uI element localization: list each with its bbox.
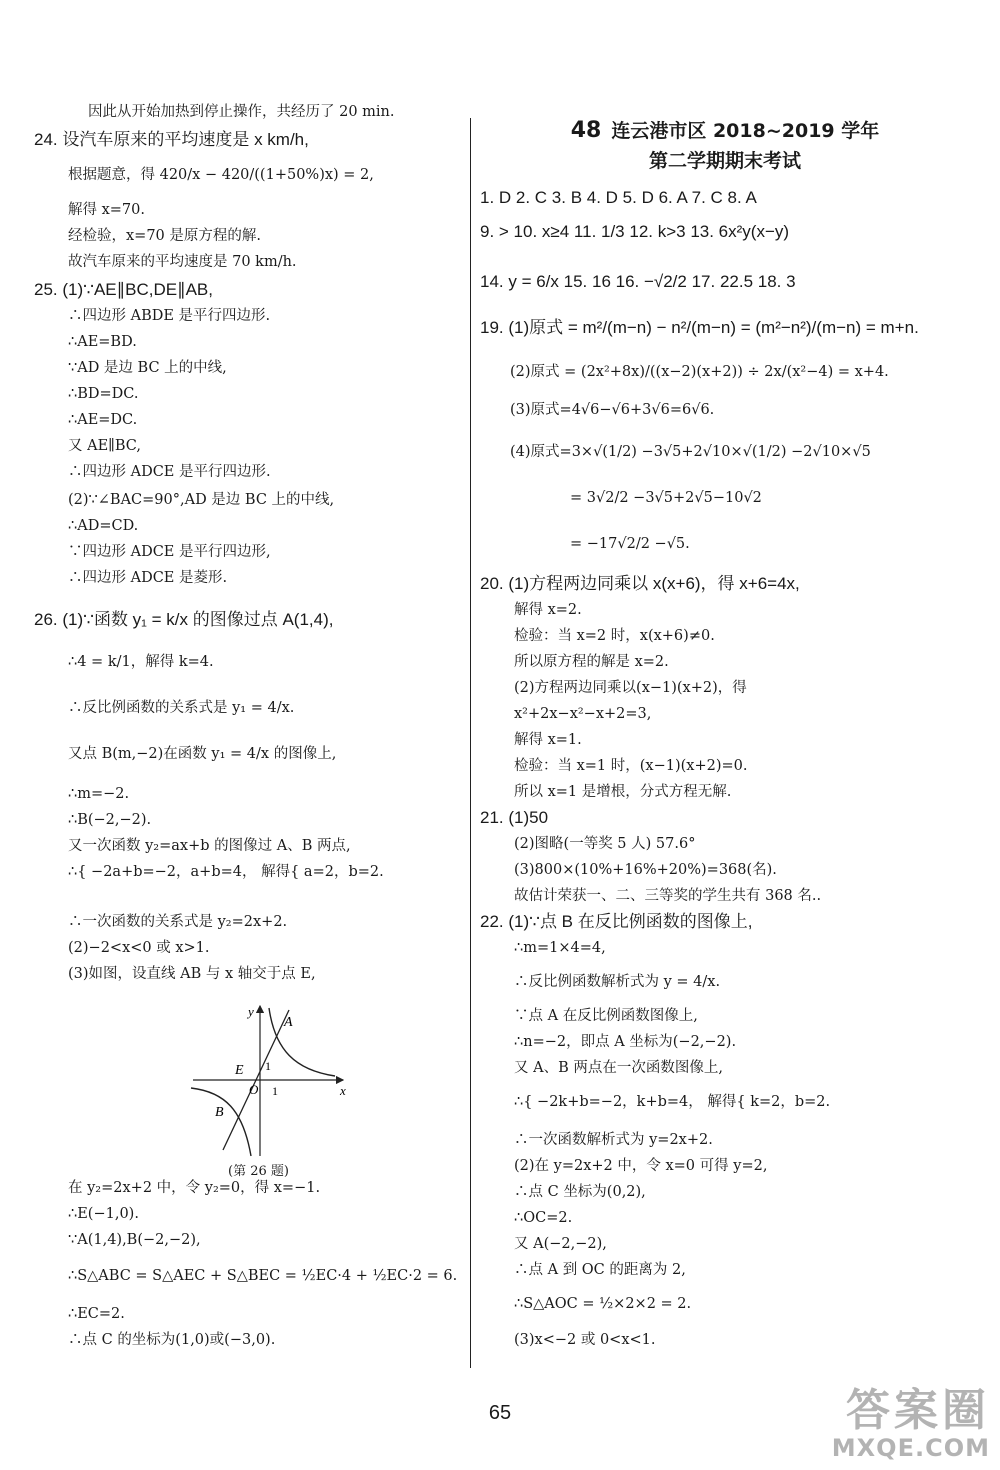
label-x-one: 1 <box>272 1084 278 1098</box>
right-column-line: (3)800×(10%+16%+20%)=368(名). <box>514 862 777 878</box>
column-divider <box>470 118 471 1368</box>
right-column-line: = 3√2/2 −3√5+2√5−10√2 <box>570 490 762 506</box>
right-column-line: 所以原方程的解是 x=2. <box>514 654 669 670</box>
right-column-line: 解得 x=1. <box>514 732 582 748</box>
right-column-line: ∴n=−2，即点 A 坐标为(−2,−2). <box>514 1034 737 1050</box>
label-b: B <box>215 1105 224 1120</box>
watermark-text: 答案圈 <box>846 1385 990 1436</box>
right-column-line: 检验：当 x=1 时，(x−1)(x+2)=0. <box>514 758 748 774</box>
right-column-line: x²+2x−x²−x+2=3, <box>514 706 652 722</box>
label-x-axis: x <box>340 1083 346 1098</box>
left-column-line: ∴四边形 ADCE 是菱形. <box>68 570 228 586</box>
left-column-line: ∵A(1,4),B(−2,−2), <box>68 1232 201 1248</box>
label-y-one: 1 <box>265 1059 271 1073</box>
right-column-line: ∴m=1×4=4, <box>514 940 606 956</box>
left-column-line: ∴4 = k/1，解得 k=4. <box>68 654 214 670</box>
right-column-line: 20. (1)方程两边同乘以 x(x+6)，得 x+6=4x, <box>480 574 800 593</box>
right-column-line: 所以 x=1 是增根，分式方程无解. <box>514 784 732 800</box>
right-column-line: (3)x<−2 或 0<x<1. <box>514 1332 656 1348</box>
right-column-line: 故估计荣获一、二、三等奖的学生共有 368 名.. <box>514 888 822 904</box>
label-a: A <box>284 1015 293 1030</box>
left-column-line: 因此从开始加热到停止操作，共经历了 20 min. <box>88 104 395 120</box>
right-column-line: 19. (1)原式 = m²/(m−n) − n²/(m−n) = (m²−n²)/(m−n) = m+n. <box>480 318 919 337</box>
left-column-line: 根据题意，得 420/x − 420/((1+50%)x) = 2, <box>68 167 374 183</box>
hyperbola-branch-2 <box>191 1088 251 1156</box>
left-column-line: 25. (1)∵AE∥BC,DE∥AB, <box>34 280 213 299</box>
left-column-line: (3)如图，设直线 AB 与 x 轴交于点 E, <box>68 966 316 982</box>
section-subtitle: 第二学期期末考试 <box>648 150 801 172</box>
left-column-line: 经检验，x=70 是原方程的解. <box>68 228 261 244</box>
left-column-line: 在 y₂=2x+2 中，令 y₂=0，得 x=−1. <box>68 1180 321 1196</box>
right-column-line: (2)原式 = (2x²+8x)/((x−2)(x+2)) ÷ 2x/(x²−4) = x+4. <box>510 364 889 380</box>
left-column-line: (2)∵∠BAC=90°,AD 是边 BC 上的中线, <box>68 492 335 508</box>
watermark-url: MXQE.COM <box>831 1434 990 1462</box>
right-column-line: 检验：当 x=2 时，x(x+6)≠0. <box>514 628 715 644</box>
section-number: 48 <box>570 118 602 143</box>
left-column-line: ∴AD=CD. <box>68 518 139 534</box>
hyperbola-figure <box>185 1000 355 1160</box>
section-title <box>495 116 955 143</box>
right-column-line: (2)在 y=2x+2 中，令 x=0 可得 y=2, <box>514 1158 768 1174</box>
left-column-line: ∴四边形 ADCE 是平行四边形. <box>68 464 271 480</box>
left-column-line: 解得 x=70. <box>68 202 145 218</box>
right-column-line: (3)原式=4√6−√6+3√6=6√6. <box>510 402 715 418</box>
figure-caption: (第 26 题) <box>228 1164 289 1179</box>
label-y-axis: y <box>248 1004 254 1019</box>
right-column-line: ∴反比例函数解析式为 y = 4/x. <box>514 974 721 990</box>
left-column-line: ∴BD=DC. <box>68 386 139 402</box>
right-column-line: 14. y = 6/x 15. 16 16. −√2/2 17. 22.5 18. 3 <box>480 272 796 291</box>
right-column-line: ∴点 C 坐标为(0,2), <box>514 1184 646 1200</box>
right-column-line: ∴点 A 到 OC 的距离为 2, <box>514 1262 686 1278</box>
right-column-line: ∴S△AOC = ½×2×2 = 2. <box>514 1296 692 1312</box>
right-column-line: 9. > 10. x≥4 11. 1/3 12. k>3 13. 6x²y(x−y) <box>480 222 790 241</box>
hyperbola-branch-1 <box>269 1008 335 1076</box>
label-o: O <box>249 1082 259 1097</box>
right-column-line: 又 A(−2,−2), <box>514 1236 607 1252</box>
left-column-line: ∴S△ABC = S△AEC + S△BEC = ½EC·4 + ½EC·2 = 6. <box>68 1268 458 1284</box>
right-column-line: = −17√2/2 −√5. <box>570 536 690 552</box>
right-column-line: (4)原式=3×√(1/2) −3√5+2√10×√(1/2) −2√10×√5 <box>510 444 871 460</box>
left-column-line: ∴AE=BD. <box>68 334 137 350</box>
watermark-logo <box>831 1385 990 1462</box>
left-column-line: ∴点 C 的坐标为(1,0)或(−3,0). <box>68 1332 276 1348</box>
right-column-line: ∴OC=2. <box>514 1210 573 1226</box>
left-column-line: ∴反比例函数的关系式是 y₁ = 4/x. <box>68 700 295 716</box>
right-column-line: ∴一次函数解析式为 y=2x+2. <box>514 1132 713 1148</box>
left-column-line: ∴EC=2. <box>68 1306 125 1322</box>
page-number: 65 <box>488 1402 512 1424</box>
left-column-line: ∴一次函数的关系式是 y₂=2x+2. <box>68 914 288 930</box>
left-column-line: ∵AD 是边 BC 上的中线, <box>68 360 227 376</box>
right-column-line: ∵点 A 在反比例函数图像上, <box>514 1008 698 1024</box>
left-column-line: 故汽车原来的平均速度是 70 km/h. <box>68 254 297 270</box>
left-column-line: ∴四边形 ABDE 是平行四边形. <box>68 308 271 324</box>
right-column-line: 解得 x=2. <box>514 602 582 618</box>
right-column-line: 1. D 2. C 3. B 4. D 5. D 6. A 7. C 8. A <box>480 188 757 207</box>
left-column-line: ∴AE=DC. <box>68 412 138 428</box>
left-column-line: ∴B(−2,−2). <box>68 812 152 828</box>
right-column-line: (2)方程两边同乘以(x−1)(x+2)，得 <box>514 680 747 696</box>
right-column-line: 21. (1)50 <box>480 808 549 827</box>
left-column-line: ∴{ −2a+b=−2，a+b=4， 解得{ a=2，b=2. <box>68 864 384 880</box>
left-column-line: ∴E(−1,0). <box>68 1206 139 1222</box>
right-column-line: (2)图略(一等奖 5 人) 57.6° <box>514 836 696 852</box>
left-column-line: (2)−2<x<0 或 x>1. <box>68 940 210 956</box>
right-column-line: 又 A、B 两点在一次函数图像上, <box>514 1060 723 1076</box>
section-title-line1: 连云港市区 2018~2019 学年 <box>611 120 880 142</box>
left-column-line: 又一次函数 y₂=ax+b 的图像过 A、B 两点, <box>68 838 351 854</box>
left-column-line: ∴m=−2. <box>68 786 130 802</box>
left-column-line: 又点 B(m,−2)在函数 y₁ = 4/x 的图像上, <box>68 746 337 762</box>
right-column-line: ∴{ −2k+b=−2，k+b=4， 解得{ k=2，b=2. <box>514 1094 831 1110</box>
left-column-line: ∵四边形 ADCE 是平行四边形, <box>68 544 271 560</box>
label-e: E <box>235 1063 244 1078</box>
left-column-line: 又 AE∥BC, <box>68 438 141 454</box>
left-column-line: 26. (1)∵函数 y₁ = k/x 的图像过点 A(1,4), <box>34 610 334 629</box>
left-column-line: 24. 设汽车原来的平均速度是 x km/h, <box>34 130 309 149</box>
right-column-line: 22. (1)∵点 B 在反比例函数的图像上, <box>480 912 753 931</box>
